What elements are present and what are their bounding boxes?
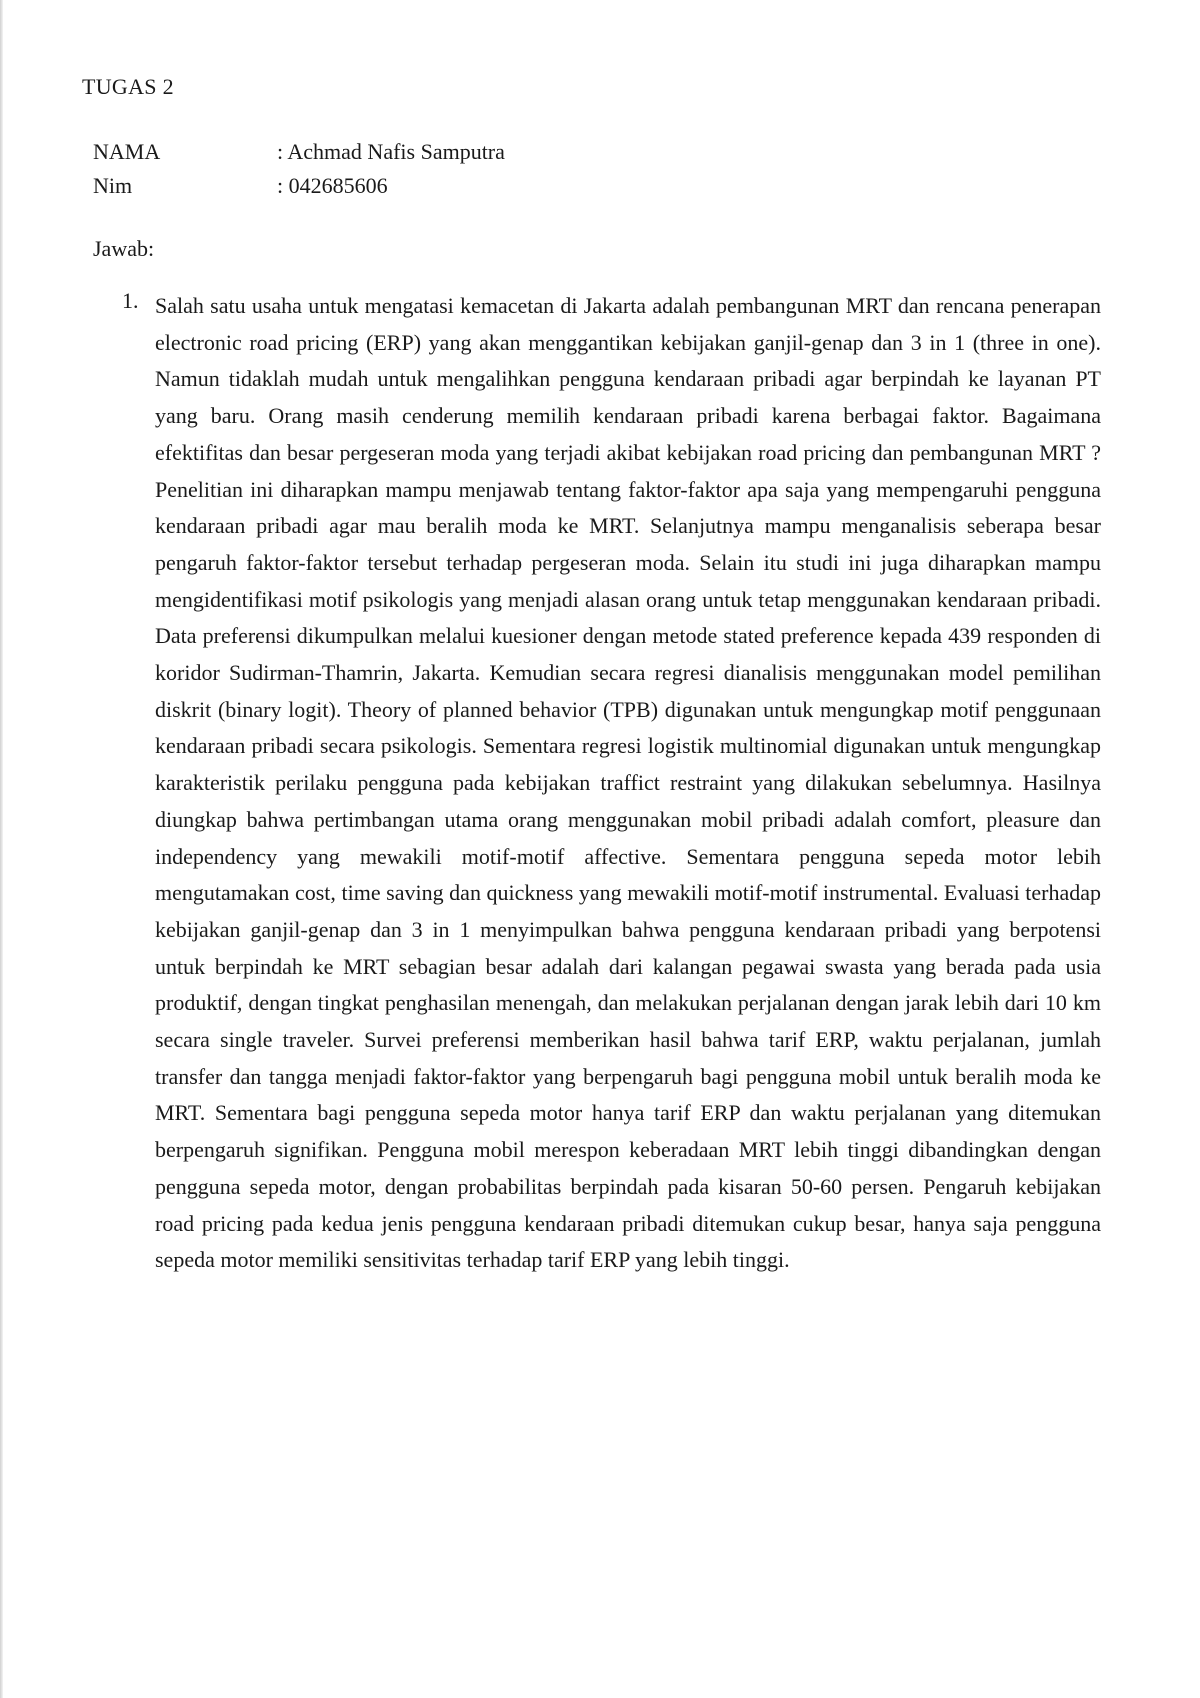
answer-heading: Jawab: xyxy=(93,236,155,261)
document-title: TUGAS 2 xyxy=(82,74,174,99)
student-identity xyxy=(93,135,793,203)
nim-value: : 042685606 xyxy=(277,173,388,198)
answer-item xyxy=(122,288,1102,1279)
identity-row-nim xyxy=(93,169,793,203)
name-label: NAMA xyxy=(93,139,161,164)
identity-row-name xyxy=(93,135,793,169)
name-value: : Achmad Nafis Samputra xyxy=(277,139,505,164)
page-edge-shadow xyxy=(0,0,3,1698)
answer-text: Salah satu usaha untuk mengatasi kemacetan di Jakarta adalah pembangunan MRT dan rencana penerapan electronic road pricing (ERP) yang akan menggantikan kebijakan ganjil-genap dan 3 in 1 (three in one). Namun tidaklah mudah untuk mengalihkan pengguna kendaraan pribadi agar berpindah ke layanan PT yang baru. Orang masih cenderung memilih kendaraan pribadi karena berbagai faktor. Bagaimana efektifitas dan besar pergeseran moda yang terjadi akibat kebijakan road pricing dan pembangunan MRT ? Penelitian ini diharapkan mampu menjawab tentang faktor-faktor apa saja yang mempengaruhi pengguna kendaraan pribadi agar mau beralih moda ke MRT. Selanjutnya mampu menganalisis seberapa besar pengaruh faktor-faktor tersebut terhadap pergeseran moda. Selain itu studi ini juga diharapkan mampu mengidentifikasi motif psikologis yang menjadi alasan orang untuk tetap menggunakan kendaraan pribadi. Data preferensi dikumpulkan melalui kuesioner dengan metode stated preference kepada 439 responden di koridor Sudirman-Thamrin, Jakarta. Kemudian secara regresi dianalisis menggunakan model pemilihan diskrit (binary logit). Theory of planned behavior (TPB) digunakan untuk mengungkap motif penggunaan kendaraan pribadi secara psikologis. Sementara regresi logistik multinomial digunakan untuk mengungkap karakteristik perilaku pengguna pada kebijakan traffict restraint yang dilakukan sebelumnya. Hasilnya diungkap bahwa pertimbangan utama orang menggunakan mobil pribadi adalah comfort, pleasure dan independency yang mewakili motif-motif affective. Sementara pengguna sepeda motor lebih mengutamakan cost, time saving dan quickness yang mewakili motif-motif instrumental. Evaluasi terhadap kebijakan ganjil-genap dan 3 in 1 menyimpulkan bahwa pengguna kendaraan pribadi yang berpotensi untuk berpindah ke MRT sebagian besar adalah dari kalangan pegawai swasta yang berada pada usia produktif, dengan tingkat penghasilan menengah, dan melakukan perjalanan dengan jarak lebih dari 10 km secara single traveler. Survei preferensi memberikan hasil bahwa tarif ERP, waktu perjalanan, jumlah transfer dan tangga menjadi faktor-faktor yang berpengaruh bagi pengguna mobil untuk beralih moda ke MRT. Sementara bagi pengguna sepeda motor hanya tarif ERP dan waktu perjalanan yang ditemukan berpengaruh signifikan. Pengguna mobil merespon keberadaan MRT lebih tinggi dibandingkan dengan pengguna sepeda motor, dengan probabilitas berpindah pada kisaran 50-60 persen. Pengaruh kebijakan road pricing pada kedua jenis pengguna kendaraan pribadi ditemukan cukup besar, hanya saja pengguna sepeda motor memiliki sensitivitas terhadap tarif ERP yang lebih tinggi. xyxy=(155,293,1101,1273)
answer-number: 1. xyxy=(122,288,139,313)
nim-label: Nim xyxy=(93,173,133,198)
answer-list xyxy=(122,288,1102,1279)
